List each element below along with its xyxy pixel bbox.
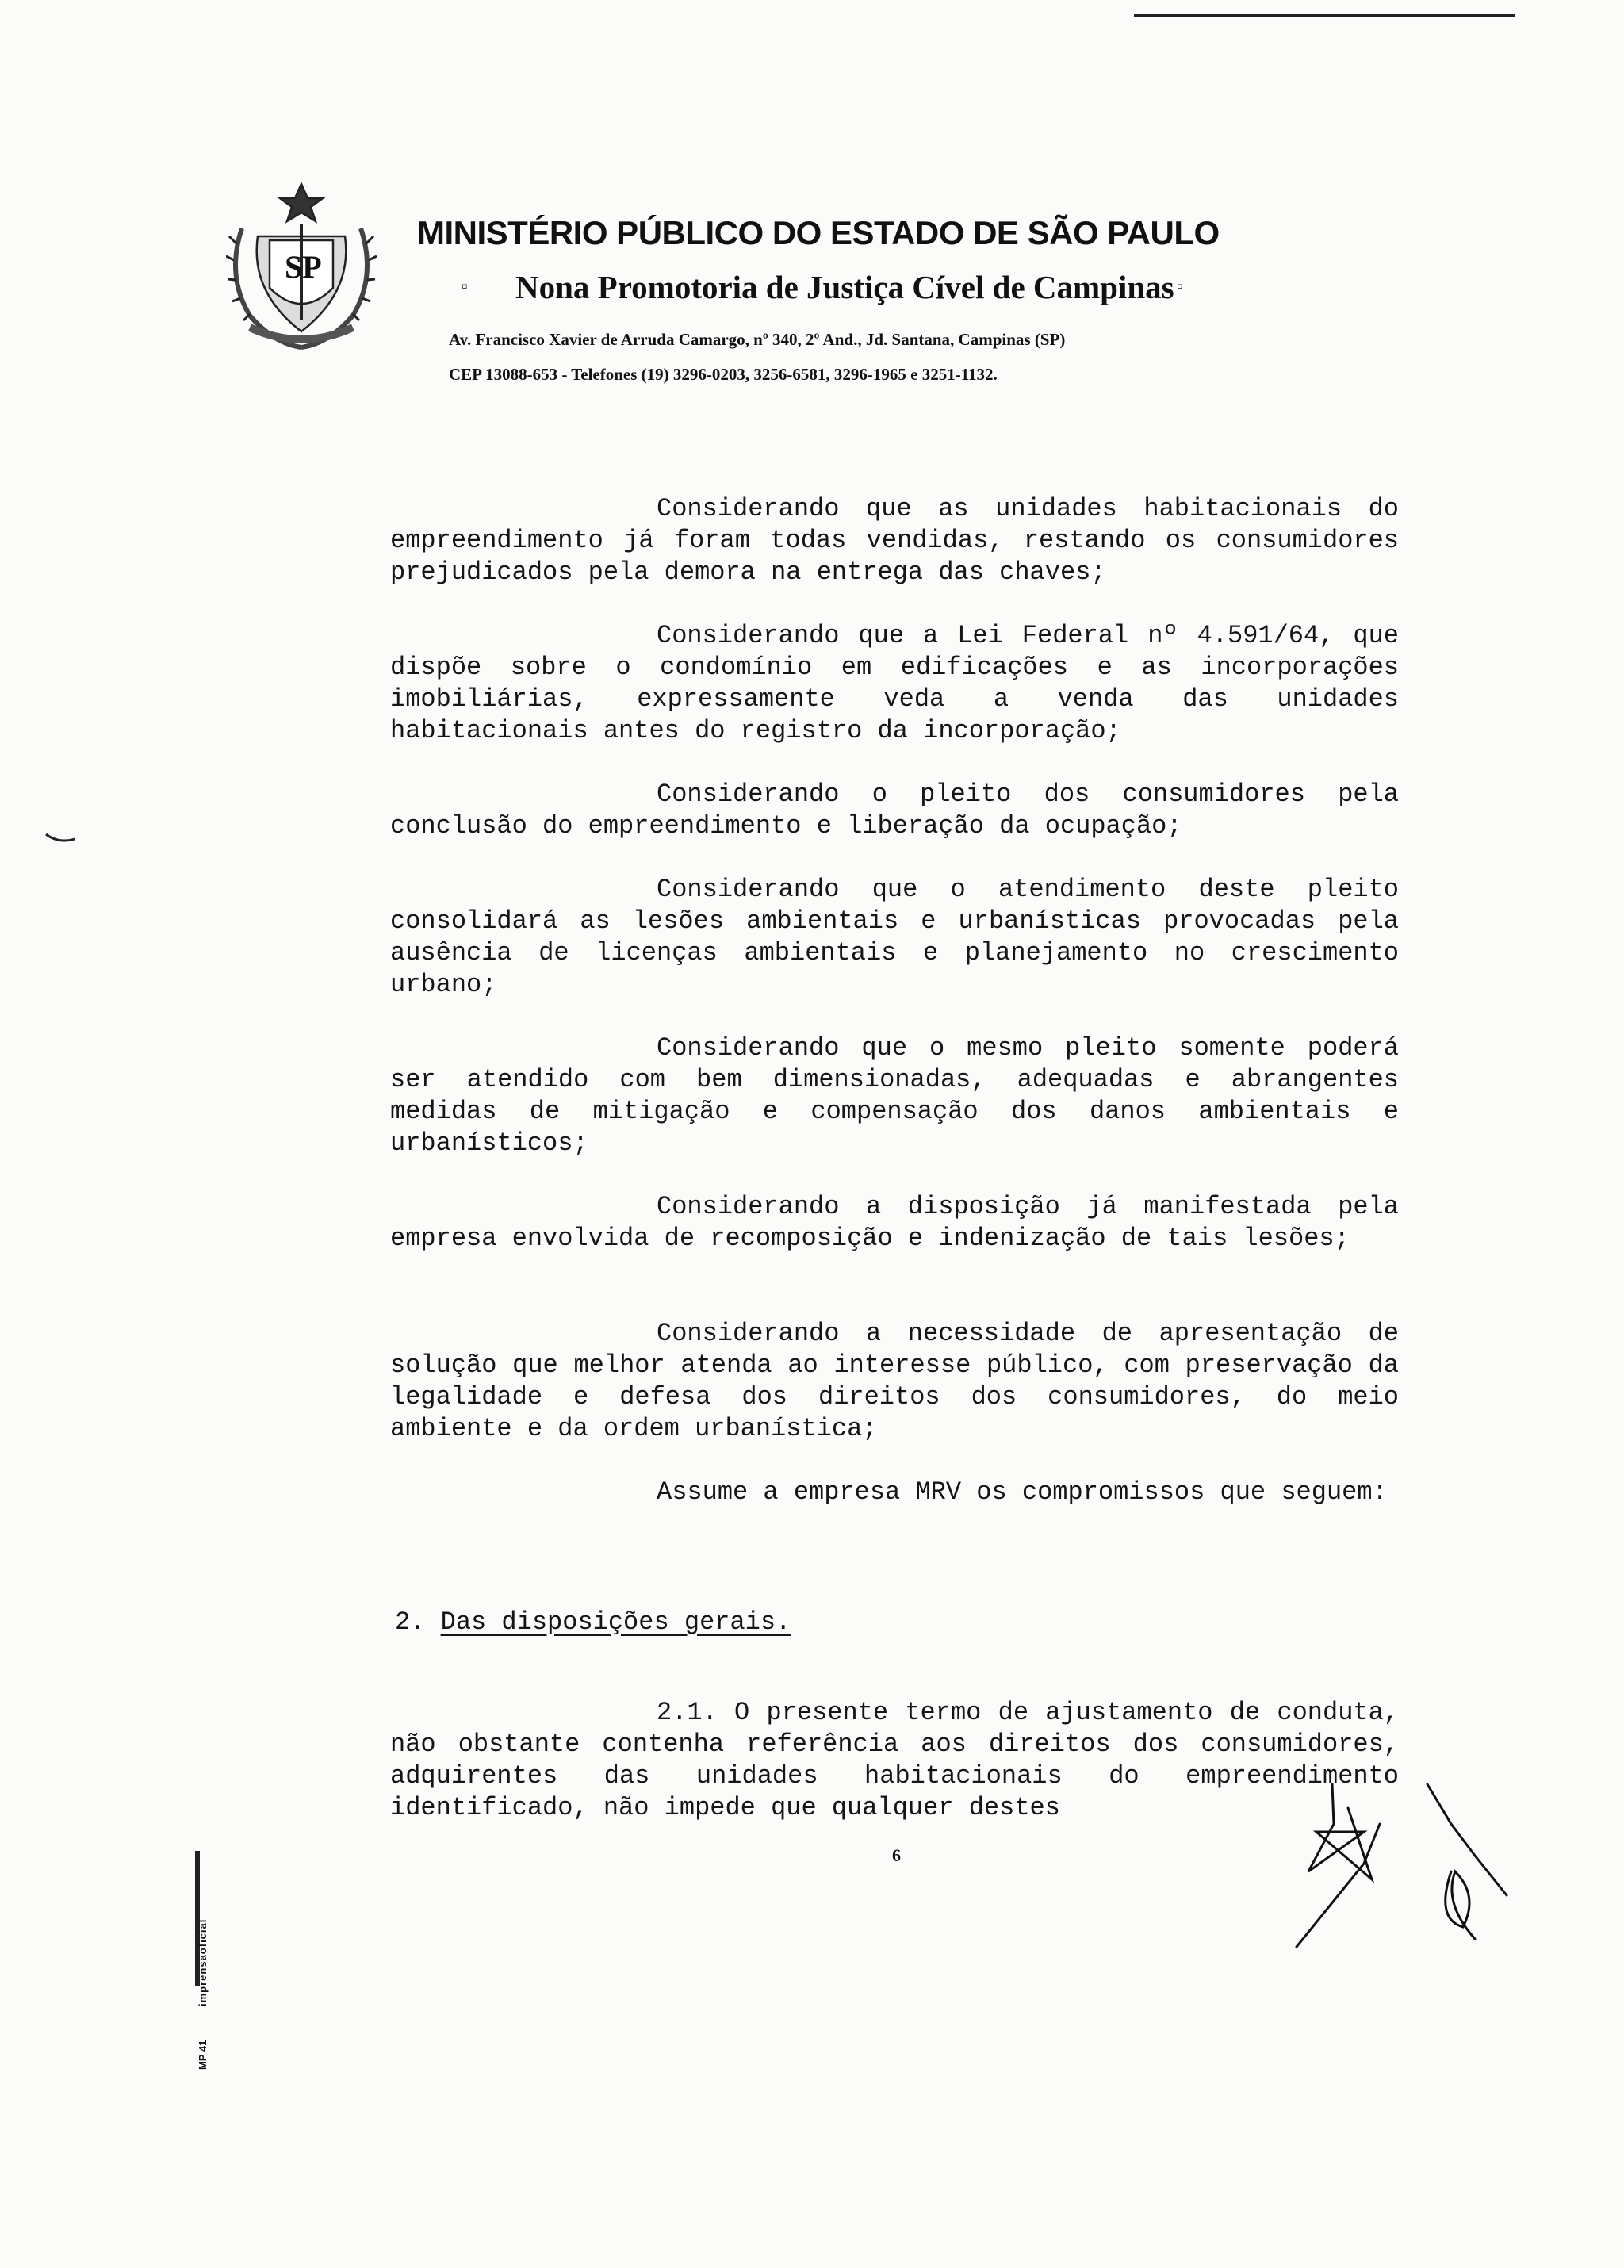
right-ornament-icon: ▫ (1177, 276, 1183, 296)
paragraph (390, 874, 1399, 1001)
org-title: MINISTÉRIO PÚBLICO DO ESTADO DE SÃO PAULO (417, 214, 1220, 251)
paragraph (390, 493, 1399, 588)
stamp-code: MP 41 (197, 2040, 209, 2070)
paragraph (390, 1191, 1399, 1255)
paragraph (390, 620, 1399, 747)
org-address: Av. Francisco Xavier de Arruda Camargo, nº 340, 2º And., Jd. Santana, Campinas (SP) (449, 330, 1066, 349)
org-subtitle: Nona Promotoria de Justiça Cível de Campinas (515, 269, 1174, 305)
paragraph-text: Considerando que o atendimento deste pleito consolidará as lesões ambientais e urbanísticas provocadas pela ausência de licenças ambientais e planejamento no crescimento urbano; (390, 875, 1399, 999)
org-phone: CEP 13088-653 - Telefones (19) 3296-0203, 3256-6581, 3296-1965 e 3251-1132. (449, 365, 998, 384)
paragraph-text: Assume a empresa MRV os compromissos que seguem: (657, 1477, 1388, 1507)
paragraph (390, 779, 1399, 842)
clause-text: 2.1. O presente termo de ajustamento de conduta, não obstante contenha referência aos direitos dos consumidores, adquirentes das unidades habitacionais do empreendimento identificado, não impede que qualquer destes (390, 1698, 1399, 1822)
paragraph-text: Considerando a disposição já manifestada pela empresa envolvida de recomposição e indenização de tais lesões; (390, 1192, 1399, 1253)
left-ornament-icon: ▫ (462, 276, 468, 296)
side-stamp (174, 1848, 222, 2070)
paragraph-text: Considerando que a Lei Federal nº 4.591/64, que dispõe sobre o condomínio em edificações e as incorporações imobiliárias, expressamente veda a venda das unidades habitacionais antes do registro da incorporação; (390, 621, 1399, 745)
paragraph (390, 1477, 1399, 1508)
page-number: 6 (892, 1845, 901, 1865)
paragraph-text: Considerando a necessidade de apresentação de solução que melhor atenda ao interesse público, com preservação da legalidade e defesa dos direitos dos consumidores, do meio ambiente e da ordem urbanística; (390, 1319, 1399, 1443)
seal-letters: SP (285, 249, 322, 285)
paragraph-text: Considerando o pleito dos consumidores pela conclusão do empreendimento e liberação da ocupação; (390, 780, 1399, 841)
section-heading (395, 1607, 791, 1637)
paragraph-text: Considerando que as unidades habitacionais do empreendimento já foram todas vendidas, restando os consumidores prejudicados pela demora na entrega das chaves; (390, 494, 1399, 587)
section-number: 2. (395, 1607, 426, 1637)
clause-paragraph (390, 1697, 1399, 1824)
paragraph (390, 1032, 1399, 1159)
paragraph-text: Considerando que o mesmo pleito somente poderá ser atendido com bem dimensionadas, adequadas e abrangentes medidas de mitigação e compensação dos danos ambientais e urbanísticos; (390, 1033, 1399, 1158)
top-rule (1134, 14, 1515, 17)
handwritten-signatures (1285, 1776, 1522, 1959)
stamp-text: imprensaoficial (197, 1918, 209, 2006)
coat-of-arms-seal (226, 181, 377, 355)
paragraph (390, 1318, 1399, 1445)
margin-mark-icon (44, 831, 76, 847)
section-title: Das disposições gerais. (440, 1607, 791, 1637)
